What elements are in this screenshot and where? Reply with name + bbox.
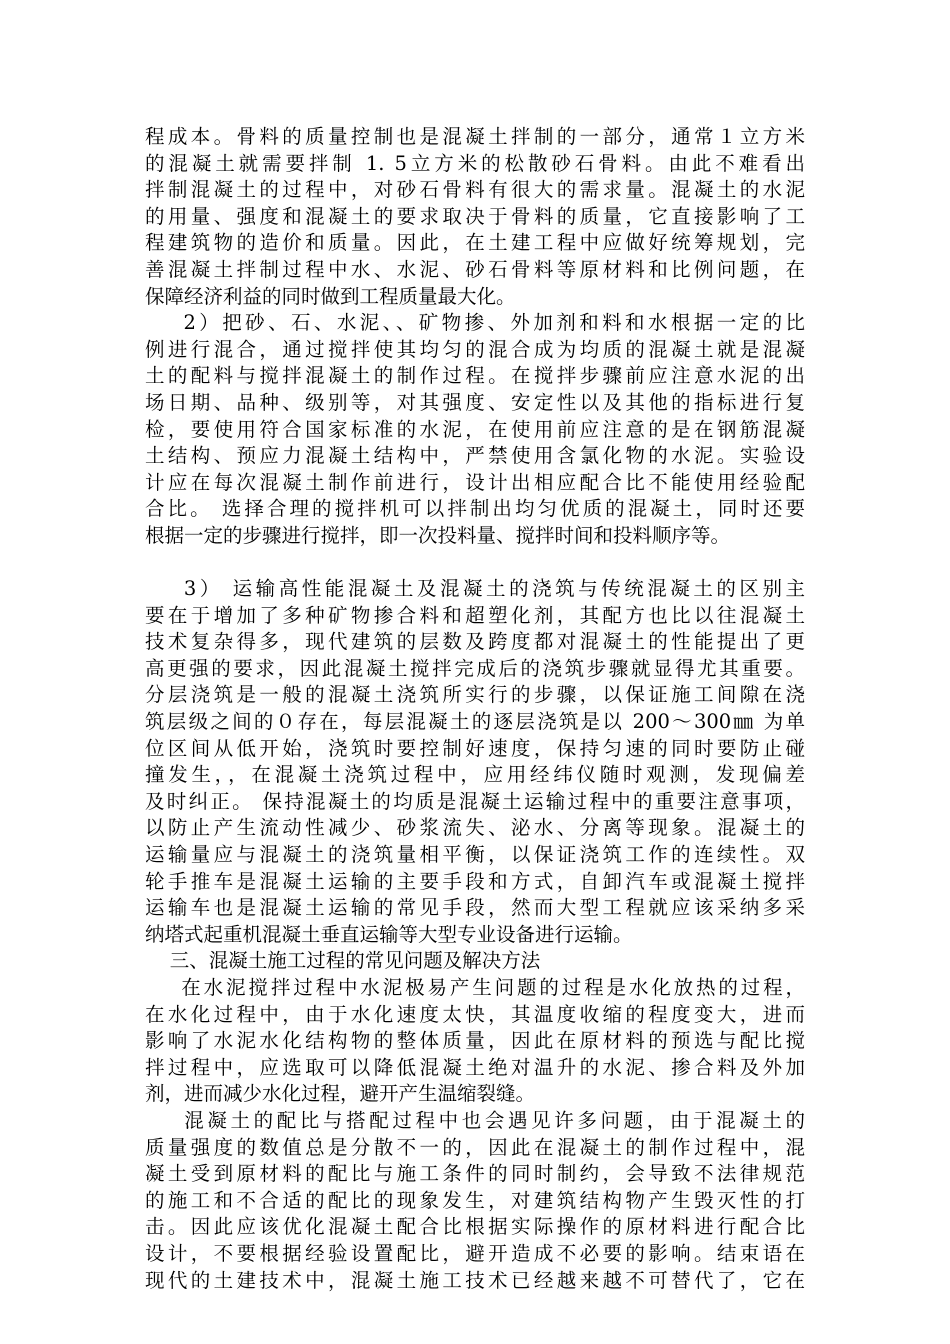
text-line: 拌制混凝土的过程中，对砂石骨料有很大的需求量。混凝土的水泥 [145, 178, 805, 202]
paragraph-hydration-heat [145, 975, 805, 1108]
text-line: 剂，进而减少水化过程，避开产生温缩裂缝。 [145, 1082, 536, 1106]
text-line: 善混凝土拌制过程中水、水泥、砂石骨料等原材料和比例问题，在 [145, 257, 805, 281]
text-line: 位区间从低开始，浇筑时要控制好速度，保持匀速的同时要防止碰 [145, 736, 805, 760]
text-line: 程建筑物的造价和质量。因此，在土建工程中应做好统筹规划，完 [145, 231, 805, 255]
text-line: 混凝土的配比与搭配过程中也会遇见许多问题，由于混凝土的 [145, 1108, 805, 1132]
text-line: 轮手推车是混凝土运输的主要手段和方式，自卸汽车或混凝土搅拌 [145, 869, 805, 893]
text-line: 在水化过程中，由于水化速度太快，其温度收缩的程度变大，进而 [145, 1002, 805, 1026]
paragraph-transport-pouring [145, 576, 805, 948]
text-line: 在水泥搅拌过程中水泥极易产生问题的过程是水化放热的过程， [145, 976, 805, 999]
text-line: 的用量、强度和混凝土的要求取决于骨料的质量，它直接影响了工 [145, 204, 805, 228]
text-line: 质量强度的数值总是分散不一的，因此在混凝土的制作过程中，混 [145, 1135, 805, 1159]
text-line: 土的配料与搅拌混凝土的制作过程。在搅拌步骤前应注意水泥的出 [145, 364, 805, 388]
text-line: 撞发生，，在混凝土浇筑过程中，应用经纬仪随时观测，发现偏差 [145, 763, 805, 787]
text-line: 程成本。骨料的质量控制也是混凝土拌制的一部分，通常１立方米 [145, 125, 805, 148]
text-line: 根据一定的步骤进行搅拌，即一次投料量、搅拌时间和投料顺序等。 [145, 523, 731, 547]
text-line: 拌过程中，应选取可以降低混凝土绝对温升的水泥、掺合料及外加 [145, 1055, 805, 1079]
text-line: 运输车也是混凝土运输的常见手段，然而大型工程就应该采纳多采 [145, 896, 805, 920]
section-heading: 三、混凝土施工过程的常见问题及解决方法 [145, 949, 541, 973]
paragraph-spacer [145, 550, 805, 577]
text-line: 筑层级之间的０存在，每层混凝土的逐层浇筑是以 200～300㎜ 为单 [145, 710, 805, 734]
text-line: 场日期、品种、级别等，对其强度、安定性以及其他的指标进行复 [145, 390, 805, 414]
text-line: 凝土受到原材料的配比与施工条件的同时制约，会导致不法律规范 [145, 1162, 805, 1186]
document-body [145, 124, 805, 1294]
text-line: 保障经济利益的同时做到工程质量最大化。 [145, 284, 516, 308]
text-line: 以防止产生流动性减少、砂浆流失、泌水、分离等现象。混凝土的 [145, 816, 805, 840]
text-line: 合比。 选择合理的搅拌机可以拌制出均匀优质的混凝土，同时还要 [145, 497, 805, 521]
text-line: 分层浇筑是一般的混凝土浇筑所实行的步骤，以保证施工间隙在浇 [145, 683, 805, 707]
text-line: 土结构、预应力混凝土结构中，严禁使用含氯化物的水泥。实验设 [145, 444, 805, 468]
text-line: 检，要使用符合国家标准的水泥，在使用前应注意的是在钢筋混凝 [145, 417, 805, 441]
text-line: 的施工和不合适的配比的现象发生，对建筑结构物产生毁灭性的打 [145, 1188, 805, 1212]
text-line: 纳塔式起重机混凝土垂直运输等大型专业设备进行运输。 [145, 922, 633, 946]
text-line: 影响了水泥水化结构物的整体质量，因此在原材料的预选与配比搅 [145, 1029, 805, 1053]
text-line: 设计，不要根据经验设置配比，避开造成不必要的影响。结束语在 [145, 1241, 805, 1265]
paragraph-mix-ratio [145, 1108, 805, 1294]
text-line: 2）把砂、石、水泥、、矿物掺、外加剂和料和水根据一定的比 [145, 311, 805, 335]
text-line: 及时纠正。 保持混凝土的均质是混凝土运输过程中的重要注意事项， [145, 789, 805, 813]
text-line: 现代的土建技术中，混凝土施工技术已经越来越不可替代了，它在 [145, 1268, 805, 1292]
paragraph-mixing-process [145, 310, 805, 549]
text-line: 要在于增加了多种矿物掺合料和超塑化剂，其配方也比以往混凝土 [145, 603, 805, 627]
text-line: 技术复杂得多，现代建筑的层数及跨度都对混凝土的性能提出了更 [145, 630, 805, 654]
text-line: 计应在每次混凝土制作前进行，设计出相应配合比不能使用经验配 [145, 470, 805, 494]
section-heading-common-problems [145, 948, 805, 975]
text-line: 3） 运输高性能混凝土及混凝土的浇筑与传统混凝土的区别主 [145, 577, 805, 601]
paragraph-aggregate-quality [145, 124, 805, 310]
text-line: 例进行混合，通过搅拌使其均匀的混合成为均质的混凝土就是混凝 [145, 337, 805, 361]
text-line: 的混凝土就需要拌制 1. 5立方米的松散砂石骨料。由此不难看出 [145, 151, 805, 175]
text-line: 高更强的要求，因此混凝土搅拌完成后的浇筑步骤就显得尤其重要。 [145, 656, 805, 680]
text-line: 运输量应与混凝土的浇筑量相平衡，以保证浇筑工作的连续性。双 [145, 843, 805, 867]
text-line: 击。因此应该优化混凝土配合比根据实际操作的原材料进行配合比 [145, 1215, 805, 1239]
